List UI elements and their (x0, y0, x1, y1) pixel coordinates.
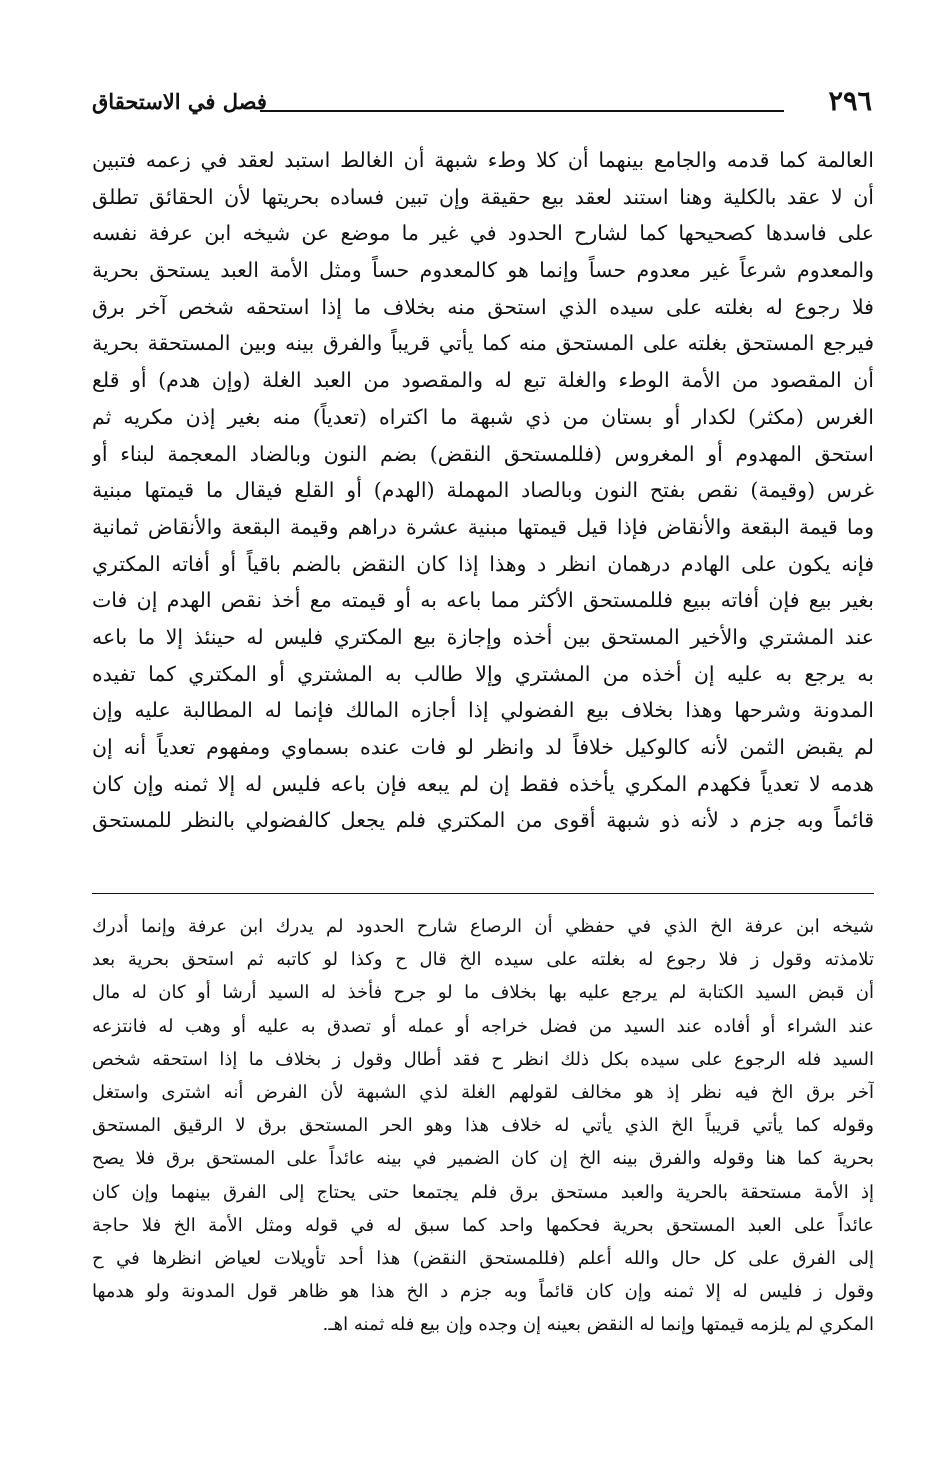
footnote-line: عائداً على العبد المستحق بحرية فحكمها واحد كما سبق له في قوله ومثل الأمة الخ فلا حاجة (92, 1214, 874, 1236)
main-text-line: غرس (وقيمة) نقص بفتح النون وبالصاد المهملة (الهدم) أو القلع فيقال ما قيمتها مبنية (92, 478, 874, 503)
page-number: ٢٩٦ (828, 86, 872, 117)
header-rule (260, 110, 784, 112)
main-text-line: المدونة وشرحها وهذا بخلاف بيع الفضولي إذا أجازه المالك فإنما له المطالبة عليه وإن (92, 698, 874, 723)
main-text-line: والمعدوم شرعاً غير معدوم حساً وإنما هو كالمعدوم حساً ومثل الأمة العبد يستحق بحرية (92, 258, 874, 283)
main-text-line: فيرجع المستحق بغلته على المستحق منه كما يأتي قريباً والفرق بينه وبين المستحقة بحرية (92, 331, 874, 356)
footnote-line: شيخه ابن عرفة الخ الذي في حفظي أن الرصاع شارح الحدود لم يدرك ابن عرفة وإنما أدرك (92, 916, 874, 937)
footnote-line: وقوله كما يأتي قريباً الخ الذي يأتي له خلاف هذا وهو الحر المستحق برق لا الرقيق المستحق (92, 1115, 874, 1137)
footnote-separator (92, 893, 874, 894)
main-text-line: الغرس (مكثر) لكدار أو بستان من ذي شبهة ما اكتراه (تعدياً) منه بغير إذن مكريه ثم (92, 404, 874, 429)
footnote-line: تلامذته وقول ز فلا رجوع له بغلته على سيده الخ قال ح وكذا لو كاتبه ثم استحق بحرية بعد (92, 949, 874, 971)
main-text-line: على فاسدها كصحيحها كما لشارح الحدود في غير ما موضع عن شيخه ابن عرفة نفسه (92, 221, 874, 246)
footnote-line: وقول ز فليس له إلا ثمنه وإن كان قائماً وبه جزم د الخ هذا هو ظاهر قول المدونة ولو هدمها (92, 1281, 874, 1303)
main-text-line: العالمة كما قدمه والجامع بينهما أن كلا وطء شبهة أن الغالط استبد لعقد في زعمه فتبين (92, 148, 874, 172)
chapter-title: فصل في الاستحقاق (92, 89, 267, 114)
main-text-line: استحق المهدوم أو المغروس (فللمستحق النقض) بضم النون وبالضاد المعجمة لبناء أو (92, 441, 874, 466)
footnote-line: أن قبض السيد الكتابة لم يرجع عليه بها بخلاف ما لو جرح فأخذ له السيد أرشا أو كان له مال (92, 982, 874, 1004)
footnote-line: إلى الفرق على كل حال والله أعلم (فللمستحق النقض) هذا أحد تأويلات لعياض انظرها في ح (92, 1247, 874, 1269)
main-text-line: بغير بيع فإن أفاته ببيع فللمستحق الأكثر مما باعه به أو قيمته مع أخذ نقص الهدم إن فات (92, 588, 874, 613)
main-text-line: قائماً وبه جزم د لأنه ذو شبهة أقوى من المكتري فلم يجعل كالفضولي بالنظر للمستحق (92, 808, 874, 833)
footnote-line: المكري لم يلزمه قيمتها وإنما له النقض بعينه إن وجده وإن بيع فله ثمنه اهـ. (322, 1314, 874, 1336)
page-header (92, 84, 872, 124)
main-text-line: أن المقصود من الأمة الوطء والغلة تبع له والمقصود من العبد الغلة (وإن هدم) أو قلع (92, 368, 874, 393)
footnote-line: آخر برق الخ فيه نظر إذ هو مخالف لقولهم الغلة لذي الشبهة لأن الفرض أنه اشترى واستغل (92, 1081, 874, 1103)
main-text-line: هدمه لا تعدياً فكهدم المكري يأخذه فقط إن لم يبعه فإن باعه فليس له إلا ثمنه وإن كان (92, 771, 874, 796)
footnote-line: بحرية كما هنا وقوله والفرق بينه الخ إن كان الضمير في بينه عائداً على المستحق برق فلا يصح (92, 1148, 874, 1170)
main-text-line: وما قيمة البقعة والأنقاض فإذا قيل قيمتها مبنية عشرة دراهم وقيمة البقعة والأنقاض ثمانية (92, 514, 874, 539)
main-text-line: به يرجع به عليه إن أخذه من المشتري وإلا طالب به المشتري أو المكتري كما تفيده (92, 661, 874, 686)
main-text-line: فإنه يكون على الهادم درهمان انظر د وهذا إذا كان النقض بالضم باقياً أو أفاته المكتري (92, 551, 874, 576)
footnote-line: إذ الأمة مستحقة بالحرية والعبد مستحق برق فلم يجتمعا حتى يحتاج إلى الفرق بينهما وإن كان (92, 1181, 874, 1203)
main-text (92, 142, 874, 839)
footnote-text (92, 910, 874, 1341)
footnote-line: عند الشراء أو أفاده عند السيد من فضل خراجه أو عمله أو تصدق به عليه أو وهب له فانتزعه (92, 1015, 874, 1037)
footnote-line: السيد فله الرجوع على سيده بكل ذلك انظر ح فقد أطال وقول ز بخلاف ما إذا استحقه شخص (92, 1048, 874, 1070)
main-text-line: فلا رجوع له بغلته على سيده الذي استحق منه بخلاف ما إذا استحقه شخص آخر برق (92, 294, 874, 319)
main-text-line: عند المشتري والأخير المستحق بين أخذه وإجازة بيع المكتري فليس له حينئذ إلا ما باعه (92, 624, 874, 649)
main-text-line: أن لا عقد بالكلية وهنا استند لعقد بيع حقيقة وإن تبين فساده بحريتها لأن الحقائق تطلق (92, 184, 874, 209)
main-text-line: لم يقبض الثمن لأنه كالوكيل خلافاً لد وانظر لو فات عنده بسماوي ومفهوم تعدياً أنه إن (92, 735, 874, 759)
